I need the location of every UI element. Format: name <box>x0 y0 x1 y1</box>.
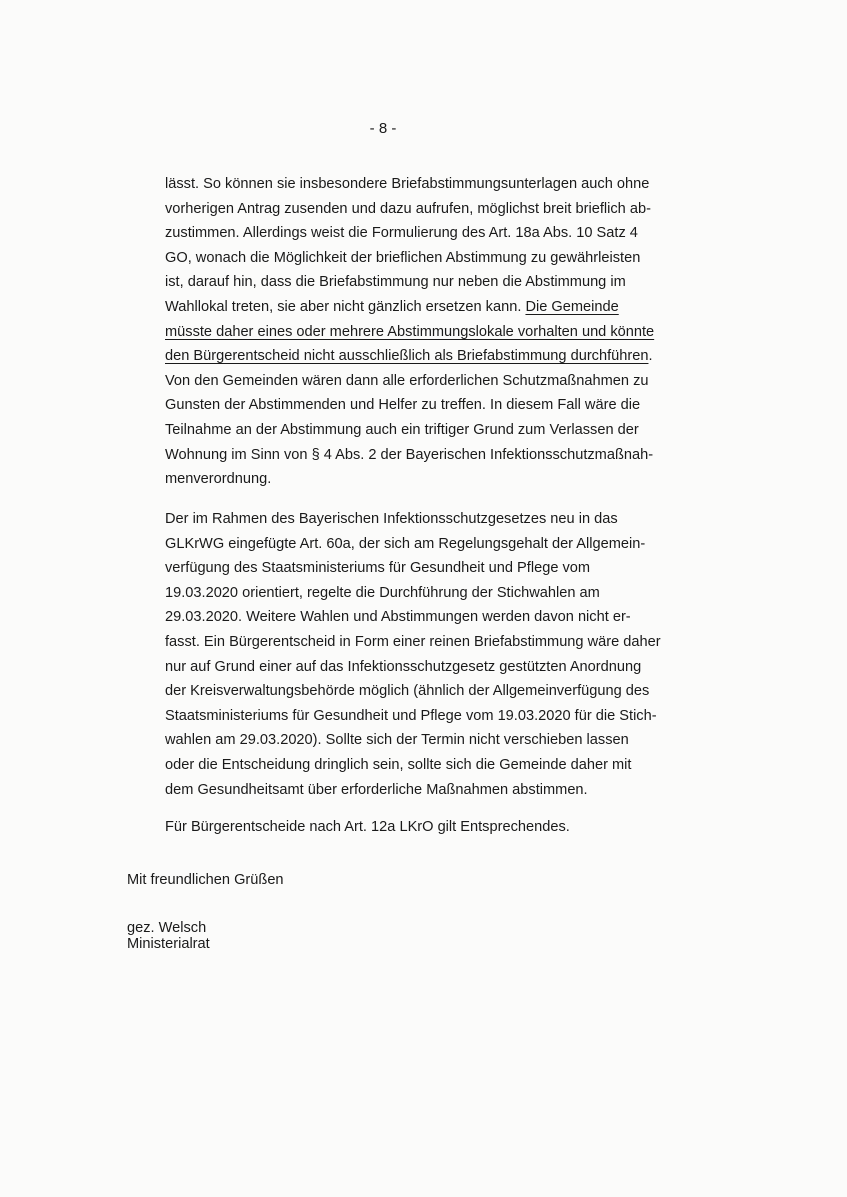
line-text: GO, wonach die Möglichkeit der brieflichen Abstimmung zu gewährleisten <box>165 249 641 266</box>
line-text: vorherigen Antrag zusenden und dazu aufrufen, möglichst breit brieflich ab- <box>165 200 651 217</box>
text-line <box>165 344 653 369</box>
line-text: ist, darauf hin, dass die Briefabstimmung nur neben die Abstimmung im <box>165 274 626 291</box>
line-text: wahlen am 29.03.2020). Sollte sich der Termin nicht verschieben lassen <box>165 732 629 749</box>
text-line <box>165 630 661 655</box>
line-text: Staatsministeriums für Gesundheit und Pflege vom 19.03.2020 für die Stich- <box>165 707 657 724</box>
text-line <box>165 197 651 222</box>
text-line <box>165 704 657 729</box>
paragraph-lkro <box>165 815 645 840</box>
text-line <box>165 728 645 753</box>
line-text: Wohnung im Sinn von § 4 Abs. 2 der Bayerischen Infektionsschutzmaßnah- <box>165 446 654 463</box>
text-line <box>165 443 654 468</box>
text-line <box>165 655 645 680</box>
signature-name: gez. Welsch <box>127 920 207 936</box>
line-text: Für Bürgerentscheide nach Art. 12a LKrO gilt Entsprechendes. <box>165 819 570 835</box>
text-line <box>165 778 645 803</box>
underlined-text: müsste daher eines oder mehrere Abstimmungslokale vorhalten und könnte <box>165 323 655 340</box>
closing-greeting: Mit freundlichen Grüßen <box>127 872 284 888</box>
underlined-text: den Bürgerentscheid nicht ausschließlich als Briefabstimmung durchführen <box>165 348 649 365</box>
text-line <box>165 605 645 630</box>
text-line <box>165 320 655 345</box>
text-line <box>165 467 645 492</box>
line-text: . <box>648 348 653 365</box>
line-text: nur auf Grund einer auf das Infektionsschutzgesetz gestützten Anordnung <box>165 658 642 675</box>
text-line <box>165 270 645 295</box>
line-text: oder die Entscheidung dringlich sein, sollte sich die Gemeinde daher mit <box>165 756 632 773</box>
text-line <box>165 369 649 394</box>
text-line <box>165 295 645 320</box>
line-text: Teilnahme an der Abstimmung auch ein triftiger Grund zum Verlassen der <box>165 421 639 438</box>
line-text: 19.03.2020 orientiert, regelte die Durchführung der Stichwahlen am <box>165 584 600 601</box>
line-text: Wahllokal treten, sie aber nicht gänzlich ersetzen kann. <box>165 298 526 315</box>
line-text: fasst. Ein Bürgerentscheid in Form einer reinen Briefabstimmung wäre daher <box>165 633 661 650</box>
line-text: Von den Gemeinden wären dann alle erforderlichen Schutzmaßnahmen zu <box>165 372 649 389</box>
underlined-text: Die Gemeinde <box>525 298 619 315</box>
line-text: 29.03.2020. Weitere Wahlen und Abstimmungen werden davon nicht er- <box>165 609 631 626</box>
text-line <box>165 753 645 778</box>
text-line <box>165 507 645 532</box>
line-text: verfügung des Staatsministeriums für Gesundheit und Pflege vom <box>165 560 591 577</box>
signature-title: Ministerialrat <box>127 936 210 952</box>
text-line <box>165 679 650 704</box>
line-text: menverordnung. <box>165 471 272 488</box>
line-text: Der im Rahmen des Bayerischen Infektionsschutzgesetzes neu in das <box>165 511 618 527</box>
line-text: der Kreisverwaltungsbehörde möglich (ähnlich der Allgemeinverfügung des <box>165 683 650 700</box>
paragraph-briefabstimmung <box>165 172 655 492</box>
paragraph-glkrwg <box>165 507 661 802</box>
line-text: Gunsten der Abstimmenden und Helfer zu treffen. In diesem Fall wäre die <box>165 397 641 414</box>
line-text: dem Gesundheitsamt über erforderliche Maßnahmen abstimmen. <box>165 781 588 798</box>
text-line <box>165 532 645 557</box>
text-line <box>165 815 645 840</box>
text-line <box>165 581 645 606</box>
signature-block <box>127 920 210 952</box>
line-text: lässt. So können sie insbesondere Briefabstimmungsunterlagen auch ohne <box>165 176 650 192</box>
text-line <box>165 246 645 271</box>
line-text: GLKrWG eingefügte Art. 60a, der sich am Regelungsgehalt der Allgemein- <box>165 535 646 552</box>
line-text: zustimmen. Allerdings weist die Formulierung des Art. 18a Abs. 10 Satz 4 <box>165 225 638 242</box>
text-line <box>165 172 650 197</box>
page-number: - 8 - <box>369 120 397 137</box>
text-line <box>165 556 645 581</box>
text-line <box>165 393 645 418</box>
text-line <box>165 418 645 443</box>
text-line <box>165 221 645 246</box>
